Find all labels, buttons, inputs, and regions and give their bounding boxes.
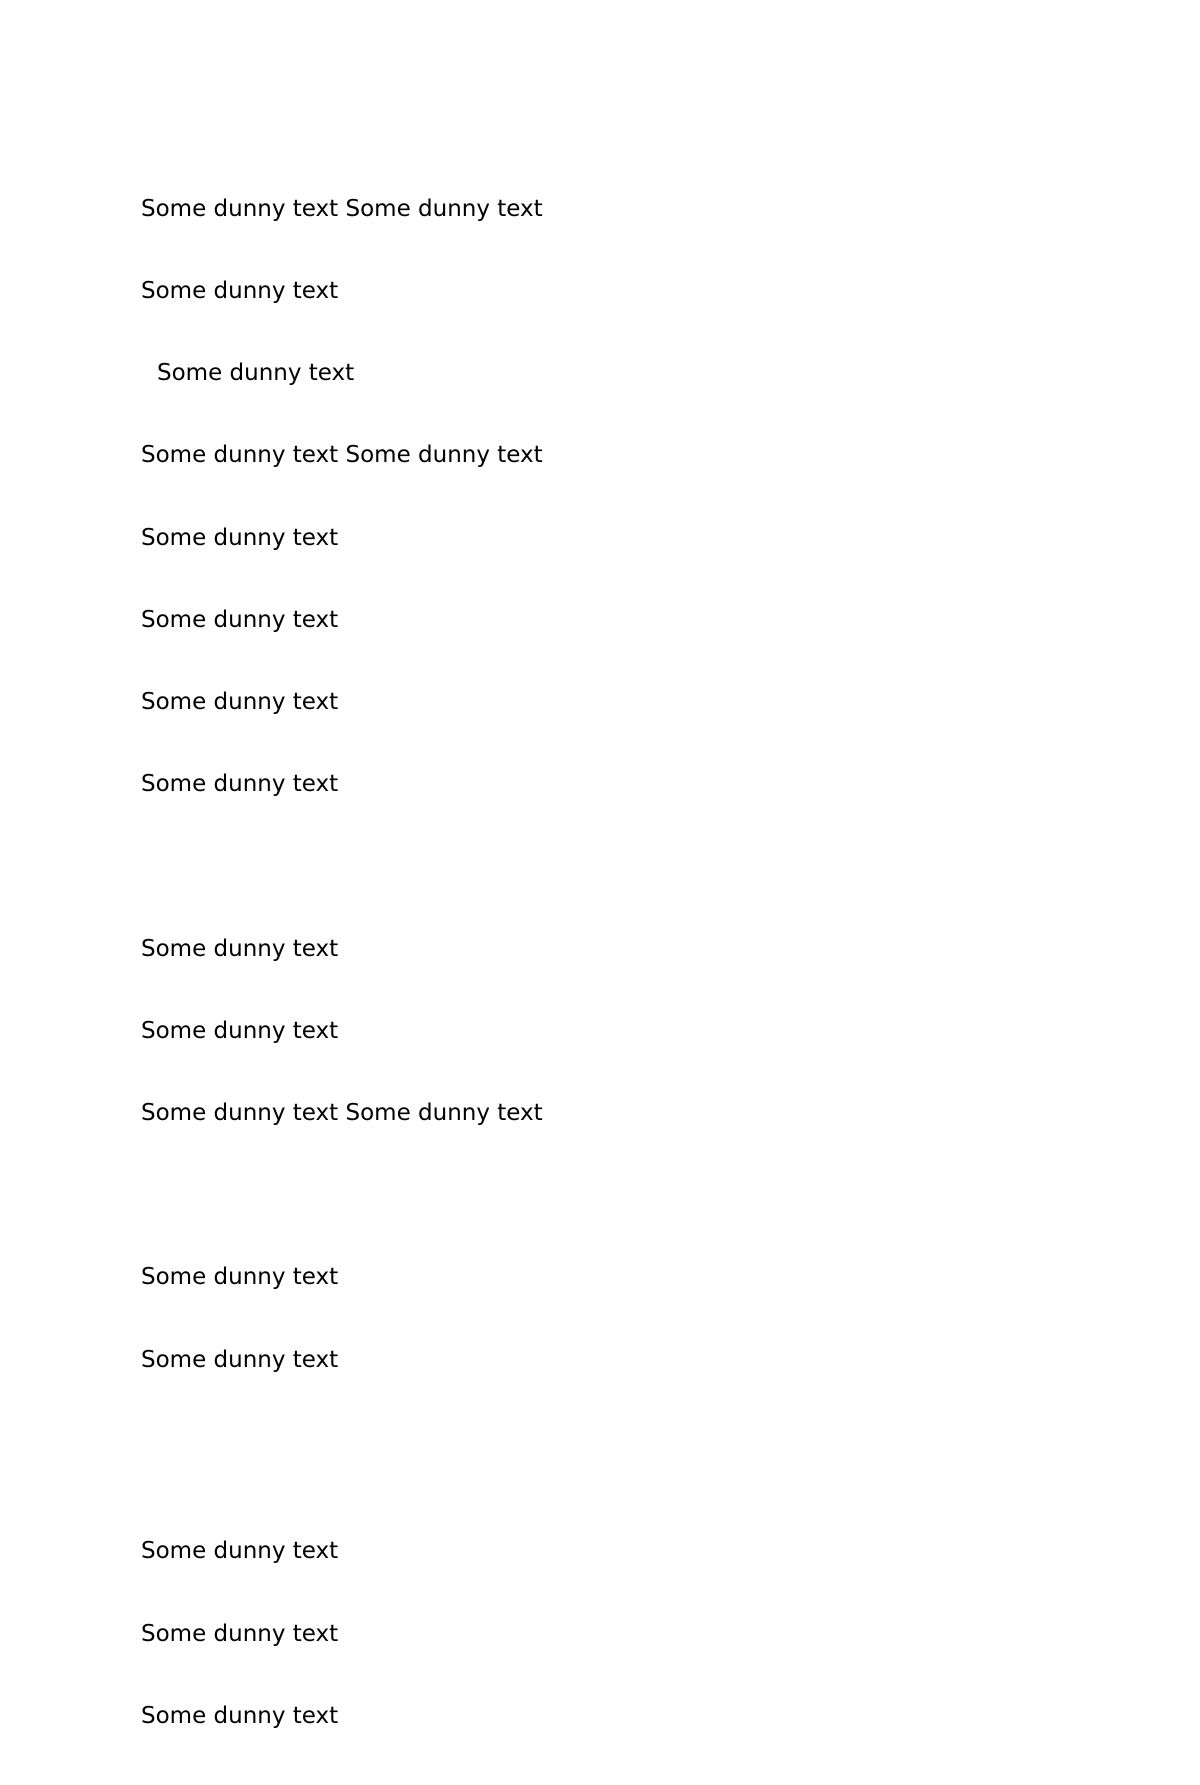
text-line: Some dunny text (141, 606, 339, 633)
text-line: Some dunny text (141, 1702, 339, 1729)
text-line: Some dunny text (141, 1346, 339, 1373)
paragraph-break (141, 1429, 543, 1484)
text-line: Some dunny text Some dunny text (141, 442, 543, 469)
text-line: Some dunny text (141, 1017, 339, 1044)
text-line: Some dunny text (141, 1264, 339, 1291)
text-line: Some dunny text Some dunny text (141, 195, 543, 222)
text-line: Some dunny text (141, 1620, 339, 1647)
text-line: Some dunny text (141, 278, 339, 305)
text-line: Some dunny text (141, 935, 339, 962)
text-line: Some dunny text (141, 689, 339, 716)
text-line: Some dunny text (141, 1538, 339, 1565)
text-line: Some dunny text (141, 771, 339, 798)
text-line-indented: Some dunny text (157, 360, 355, 387)
paragraph-break (141, 1182, 543, 1209)
text-line: Some dunny text Some dunny text (141, 1100, 543, 1127)
document-body (141, 141, 543, 1785)
text-line: Some dunny text (141, 524, 339, 551)
paragraph-break (141, 853, 543, 880)
